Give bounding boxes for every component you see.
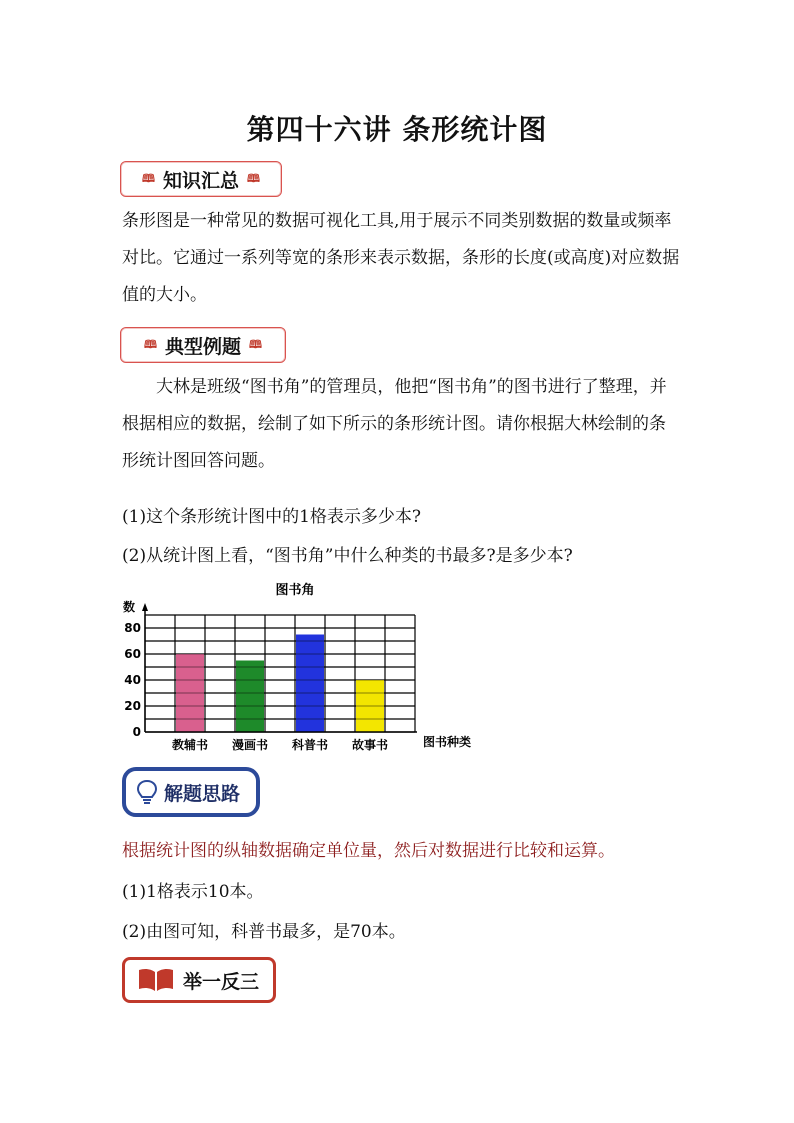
x-tick-label: 漫画书 — [231, 738, 269, 752]
x-tick-label: 故事书 — [351, 738, 389, 752]
solution-approach-badge — [122, 767, 260, 817]
y-tick-label: 80 — [124, 621, 141, 635]
x-tick-label: 教辅书 — [171, 738, 209, 752]
question-2: (2)从统计图上看，“图书角”中什么种类的书最多?是多少本? — [122, 546, 573, 566]
y-axis-arrow — [142, 603, 148, 611]
answer-2: (2)由图可知，科普书最多，是70本。 — [122, 922, 406, 942]
chart-bars — [145, 628, 415, 732]
book-icon: 🕮 — [144, 337, 157, 351]
question-1: (1)这个条形统计图中的1格表示多少本? — [122, 507, 422, 527]
intro-paragraph: 条形图是一种常见的数据可视化工具,用于展示不同类别数据的数量或频率对比。它通过一系列等宽的条形来表示数据，条形的长度(或高度)对应数据值的大小。 — [122, 211, 680, 305]
answer-1: (1)1格表示10本。 — [122, 882, 264, 902]
open-book-icon — [137, 967, 175, 993]
book-icon: 🕮 — [142, 171, 155, 185]
page-title: 第四十六讲 条形统计图 — [246, 113, 548, 146]
solution-lead: 根据统计图的纵轴数据确定单位量，然后对数据进行比较和运算。 — [122, 841, 615, 861]
tip-label: 解题思路 — [164, 782, 241, 805]
book-icon: 🕮 — [247, 171, 260, 185]
y-tick-label: 0 — [132, 725, 141, 739]
y-tick-labels — [124, 621, 141, 739]
bar-科普书 — [296, 635, 324, 733]
y-tick-label: 20 — [124, 699, 141, 713]
y-axis-label: 数 — [123, 600, 136, 614]
example-paragraph: 大林是班级“图书角”的管理员，他把“图书角”的图书进行了整理，并根据相应的数据，绘制了如下所示的条形统计图。请你根据大林绘制的条形统计图回答问题。 — [122, 377, 667, 471]
x-tick-labels — [171, 737, 388, 752]
practice-badge — [122, 957, 276, 1003]
bar-漫画书 — [236, 661, 264, 733]
section-label: 知识汇总 — [162, 169, 239, 192]
bar-chart — [115, 575, 500, 760]
x-tick-label: 科普书 — [291, 738, 329, 752]
x-axis-label: 图书种类 — [423, 735, 472, 749]
section-label: 典型例题 — [164, 335, 241, 358]
section-knowledge-summary — [120, 161, 282, 197]
y-tick-label: 40 — [124, 673, 141, 687]
chart-title: 图书角 — [275, 583, 315, 598]
section-typical-example — [120, 327, 286, 363]
practice-label: 举一反三 — [183, 970, 260, 993]
book-icon: 🕮 — [249, 337, 262, 351]
y-tick-label: 60 — [124, 647, 141, 661]
lightbulb-icon — [136, 779, 158, 805]
